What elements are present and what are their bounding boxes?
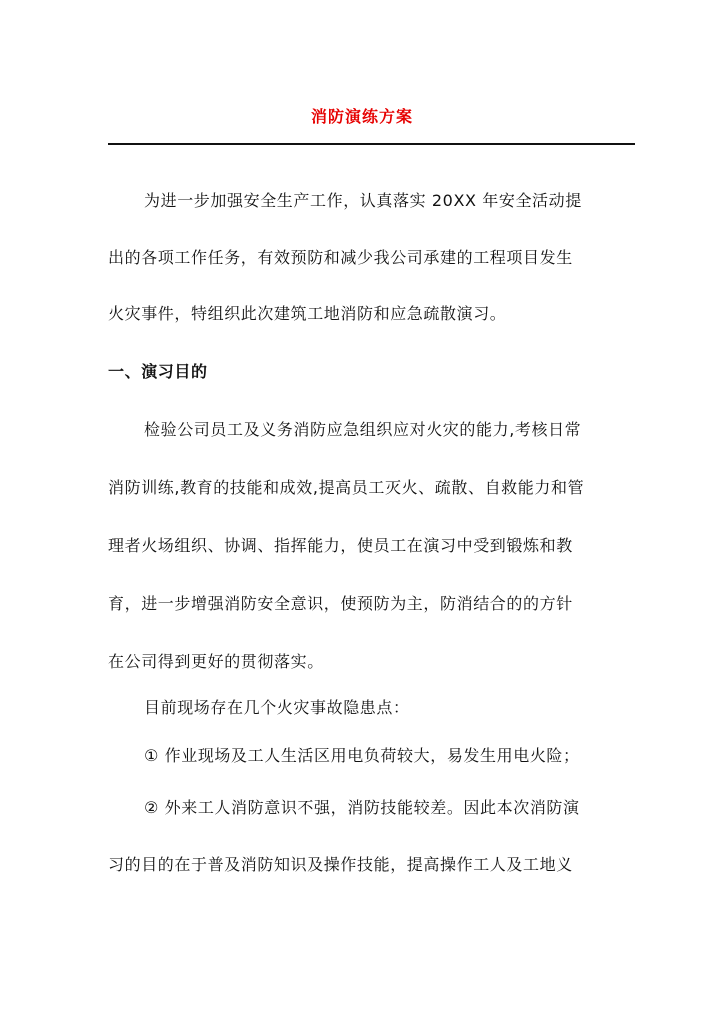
document-title: 消防演练方案 <box>310 107 413 126</box>
intro-line-1: 为进一步加强安全生产工作，认真落实 20XX 年安全活动提 <box>144 191 582 210</box>
intro-line-2: 出的各项工作任务，有效预防和减少我公司承建的工程项目发生 <box>108 248 573 267</box>
hazard-item-2-line-2: 习的目的在于普及消防知识及操作技能，提高操作工人及工地义 <box>108 855 573 874</box>
hazards-intro: 目前现场存在几个火灾事故隐患点： <box>144 698 410 717</box>
purpose-line-1: 检验公司员工及义务消防应急组织应对火灾的能力,考核日常 <box>144 420 582 439</box>
purpose-line-4: 育，进一步增强消防安全意识，使预防为主，防消结合的的方针 <box>108 594 573 613</box>
purpose-line-3: 理者火场组织、协调、指挥能力，使员工在演习中受到锻炼和教 <box>108 536 573 555</box>
title-divider <box>108 143 635 145</box>
purpose-line-5: 在公司得到更好的贯彻落实。 <box>108 652 324 671</box>
purpose-line-2: 消防训练,教育的技能和成效,提高员工灭火、疏散、自救能力和管 <box>108 478 585 497</box>
hazard-item-2-line-1: ② 外来工人消防意识不强，消防技能较差。因此本次消防演 <box>144 798 580 817</box>
intro-line-3: 火灾事件，特组织此次建筑工地消防和应急疏散演习。 <box>108 304 507 323</box>
hazard-item-1: ① 作业现场及工人生活区用电负荷较大，易发生用电火险； <box>144 746 580 765</box>
section-heading-purpose: 一、演习目的 <box>108 362 208 381</box>
